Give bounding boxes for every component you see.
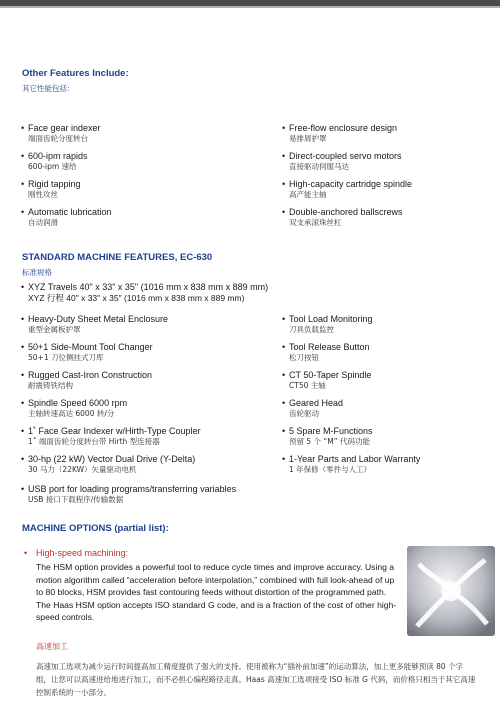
- feature-item: • Tool Release Button 松刀按钮: [289, 342, 489, 370]
- feature-item: • Direct-coupled servo motors 直接驱动伺服马达: [289, 151, 489, 177]
- feature-item: • Rigid tapping 刚性攻丝: [28, 179, 268, 205]
- feature-item: • CT 50-Taper Spindle CT50 主轴: [289, 370, 489, 398]
- bullet-icon: •: [24, 548, 28, 558]
- feature-item: • Double-anchored ballscrews 双支承滚珠丝杠: [289, 207, 489, 233]
- standard-features-right: [289, 314, 489, 482]
- feature-item: • 30-hp (22 kW) Vector Dual Drive (Y-Delta) 30 马力（22KW）矢量驱动电机: [28, 454, 283, 482]
- feature-item: • Tool Load Monitoring 刀具负载监控: [289, 314, 489, 342]
- other-features-title: Other Features Include:: [22, 68, 129, 79]
- standard-features-left: [28, 314, 283, 482]
- feature-item: • Rugged Cast-Iron Construction 耐震铸铁结构: [28, 370, 283, 398]
- feature-item: • Geared Head 齿轮驱动: [289, 398, 489, 426]
- feature-item: • 1˚ Face Gear Indexer w/Hirth-Type Coupler 1˚ 端面齿轮分度转台带 Hirth 型连接器: [28, 426, 283, 454]
- machined-part-image: [407, 546, 495, 636]
- travels-item: • XYZ Travels 40" x 33" x 35" (1016 mm x 838 mm x 889 mm) XYZ 行程 40" x 33" x 35" (1016 mm x 838 mm x 889 mm): [28, 282, 468, 304]
- hsm-title: • High-speed machining:: [24, 548, 129, 558]
- feature-item: • 600-ipm rapids 600-ipm 速给: [28, 151, 268, 177]
- feature-item: • High-capacity cartridge spindle 高产能主轴: [289, 179, 489, 205]
- feature-item: • Spindle Speed 6000 rpm 主轴转速高达 6000 转/分: [28, 398, 283, 426]
- other-features-right: [289, 123, 489, 235]
- other-features-left: [28, 123, 268, 235]
- standard-features-title-cn: 标准规格: [22, 268, 52, 277]
- feature-item: • 5 Spare M-Functions 预留 5 个 “M” 代码功能: [289, 426, 489, 454]
- other-features-title-cn: 其它性能包括：: [22, 84, 75, 93]
- feature-item: • 50+1 Side-Mount Tool Changer 50+1 刀位侧挂式刀库: [28, 342, 283, 370]
- usb-item: • USB port for loading programs/transferring variables USB 接口下载程序/传输数据: [28, 484, 468, 505]
- part-photo: [407, 546, 495, 636]
- feature-item: • Face gear indexer 端面齿轮分度转台: [28, 123, 268, 149]
- feature-item: • Free-flow enclosure design 易排屑护罩: [289, 123, 489, 149]
- hsm-description: The HSM option provides a powerful tool to reduce cycle times and improve accuracy. Using a motion algorithm called “acceleration before interpolation,” combined with full look-ahead of up to 80 blocks, HSM provides fast contouring feeds without distortion of the programmed path. The Haas HSM option accepts ISO standard G code, and is a fraction of the cost of other high-speed controls.: [36, 562, 397, 623]
- feature-item: • Heavy-Duty Sheet Metal Enclosure 重型金属板护罩: [28, 314, 283, 342]
- machine-options-title: MACHINE OPTIONS (partial list):: [22, 523, 169, 534]
- hsm-title-cn: 高速加工: [36, 642, 68, 651]
- standard-features-title: STANDARD MACHINE FEATURES, EC-630: [22, 252, 213, 263]
- feature-item: • 1-Year Parts and Labor Warranty 1 年保修（零件与人工）: [289, 454, 489, 482]
- hsm-description-cn: 高速加工选项为减少运行时间提高加工精度提供了强大的支持。使用被称为“插补前加速”的运动算法，加上更多能够预读 80 个字组，让您可以高速进给地进行加工，而不必担心编程路径走真。Haas 高速加工选项接受 ISO 标准 G 代码，而价格只相当于其它高速控制系统的一小部分。: [36, 662, 476, 697]
- feature-item: • Automatic lubrication 自动润滑: [28, 207, 268, 233]
- top-rule-light: [0, 6, 500, 8]
